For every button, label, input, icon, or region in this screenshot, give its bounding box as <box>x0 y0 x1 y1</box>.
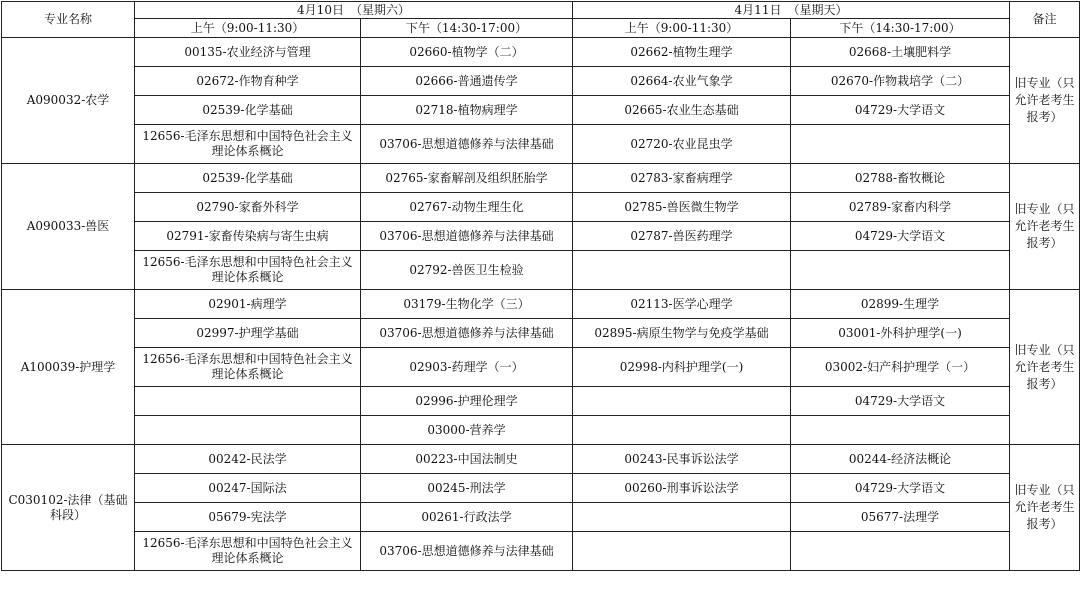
table-row <box>2 222 1080 251</box>
course-cell-day2-pm <box>791 416 1010 445</box>
day2-header: 4月11日 （星期天） <box>573 2 1010 19</box>
table-row <box>2 67 1080 96</box>
course-cell-day1-pm: 02903-药理学（一） <box>361 348 573 387</box>
course-cell-day2-am: 02783-家畜病理学 <box>573 164 791 193</box>
day1-header: 4月10日 （星期六） <box>135 2 573 19</box>
table-body <box>2 2 1080 571</box>
table-row <box>2 532 1080 571</box>
table-row <box>2 38 1080 67</box>
course-cell-day2-am: 02662-植物生理学 <box>573 38 791 67</box>
course-cell-day2-am <box>573 416 791 445</box>
header-row-dates <box>2 2 1080 19</box>
course-cell-day1-pm: 02767-动物生理生化 <box>361 193 573 222</box>
course-cell-day1-am: 12656-毛泽东思想和中国特色社会主义理论体系概论 <box>135 348 361 387</box>
table-row <box>2 503 1080 532</box>
table-row <box>2 251 1080 290</box>
course-cell-day1-pm: 02792-兽医卫生检验 <box>361 251 573 290</box>
course-cell-day1-am: 02791-家畜传染病与寄生虫病 <box>135 222 361 251</box>
course-cell-day1-pm: 02718-植物病理学 <box>361 96 573 125</box>
course-cell-day2-pm: 02670-作物栽培学（二） <box>791 67 1010 96</box>
course-cell-day2-am: 02998-内科护理学(一) <box>573 348 791 387</box>
remark-header: 备注 <box>1010 2 1080 38</box>
course-cell-day2-am: 00260-刑事诉讼法学 <box>573 474 791 503</box>
table-row <box>2 193 1080 222</box>
course-cell-day1-pm: 03706-思想道德修养与法律基础 <box>361 125 573 164</box>
major-name-cell: A090032-农学 <box>2 38 135 164</box>
table-row <box>2 387 1080 416</box>
course-cell-day1-pm: 02996-护理伦理学 <box>361 387 573 416</box>
course-cell-day2-am: 00243-民事诉讼法学 <box>573 445 791 474</box>
course-cell-day2-pm: 02788-畜牧概论 <box>791 164 1010 193</box>
course-cell-day1-am <box>135 387 361 416</box>
course-cell-day1-am: 02997-护理学基础 <box>135 319 361 348</box>
course-cell-day2-pm: 04729-大学语文 <box>791 474 1010 503</box>
course-cell-day1-am: 02672-作物育种学 <box>135 67 361 96</box>
day2-am-header: 上午（9:00-11:30） <box>573 19 791 38</box>
course-cell-day1-pm: 03706-思想道德修养与法律基础 <box>361 319 573 348</box>
course-cell-day2-pm <box>791 125 1010 164</box>
table-row <box>2 319 1080 348</box>
course-cell-day2-am: 02113-医学心理学 <box>573 290 791 319</box>
course-cell-day2-pm: 03002-妇产科护理学（一） <box>791 348 1010 387</box>
course-cell-day1-pm: 03179-生物化学（三） <box>361 290 573 319</box>
table-row <box>2 348 1080 387</box>
course-cell-day2-pm <box>791 532 1010 571</box>
course-cell-day1-pm: 00261-行政法学 <box>361 503 573 532</box>
course-cell-day2-pm: 05677-法理学 <box>791 503 1010 532</box>
course-cell-day2-pm: 04729-大学语文 <box>791 387 1010 416</box>
day1-pm-header: 下午（14:30-17:00） <box>361 19 573 38</box>
major-name-cell: A100039-护理学 <box>2 290 135 445</box>
major-name-cell: A090033-兽医 <box>2 164 135 290</box>
course-cell-day1-am <box>135 416 361 445</box>
course-cell-day2-pm <box>791 251 1010 290</box>
course-cell-day1-pm: 00223-中国法制史 <box>361 445 573 474</box>
course-cell-day1-am: 02901-病理学 <box>135 290 361 319</box>
course-cell-day2-am: 02720-农业昆虫学 <box>573 125 791 164</box>
course-cell-day1-am: 02790-家畜外科学 <box>135 193 361 222</box>
course-cell-day1-am: 12656-毛泽东思想和中国特色社会主义理论体系概论 <box>135 251 361 290</box>
course-cell-day2-am: 02664-农业气象学 <box>573 67 791 96</box>
course-cell-day2-am <box>573 387 791 416</box>
day1-am-header: 上午（9:00-11:30） <box>135 19 361 38</box>
course-cell-day2-pm: 02899-生理学 <box>791 290 1010 319</box>
course-cell-day1-pm: 03706-思想道德修养与法律基础 <box>361 532 573 571</box>
course-cell-day1-am: 12656-毛泽东思想和中国特色社会主义理论体系概论 <box>135 125 361 164</box>
header-row-sessions <box>2 19 1080 38</box>
course-cell-day2-am: 02787-兽医药理学 <box>573 222 791 251</box>
course-cell-day2-am <box>573 532 791 571</box>
course-cell-day1-pm: 00245-刑法学 <box>361 474 573 503</box>
course-cell-day1-am: 00247-国际法 <box>135 474 361 503</box>
course-cell-day2-am: 02895-病原生物学与免疫学基础 <box>573 319 791 348</box>
remark-cell: 旧专业（只允许老考生报考） <box>1010 445 1080 571</box>
course-cell-day2-pm: 03001-外科护理学(一) <box>791 319 1010 348</box>
course-cell-day2-pm: 04729-大学语文 <box>791 96 1010 125</box>
remark-cell: 旧专业（只允许老考生报考） <box>1010 290 1080 445</box>
table-row <box>2 96 1080 125</box>
day2-pm-header: 下午（14:30-17:00） <box>791 19 1010 38</box>
course-cell-day1-pm: 03000-营养学 <box>361 416 573 445</box>
course-cell-day2-am: 02785-兽医微生物学 <box>573 193 791 222</box>
course-cell-day1-pm: 02660-植物学（二） <box>361 38 573 67</box>
course-cell-day1-am: 02539-化学基础 <box>135 164 361 193</box>
course-cell-day1-am: 05679-宪法学 <box>135 503 361 532</box>
course-cell-day1-am: 00135-农业经济与管理 <box>135 38 361 67</box>
course-cell-day2-pm: 00244-经济法概论 <box>791 445 1010 474</box>
table-row <box>2 445 1080 474</box>
course-cell-day2-pm: 04729-大学语文 <box>791 222 1010 251</box>
course-cell-day2-am <box>573 503 791 532</box>
table-row <box>2 164 1080 193</box>
major-name-header: 专业名称 <box>2 2 135 38</box>
exam-schedule-table <box>1 1 1080 571</box>
course-cell-day1-pm: 02666-普通遗传学 <box>361 67 573 96</box>
course-cell-day2-pm: 02668-土壤肥料学 <box>791 38 1010 67</box>
table-row <box>2 416 1080 445</box>
course-cell-day1-pm: 03706-思想道德修养与法律基础 <box>361 222 573 251</box>
course-cell-day1-pm: 02765-家畜解剖及组织胚胎学 <box>361 164 573 193</box>
course-cell-day2-am: 02665-农业生态基础 <box>573 96 791 125</box>
remark-cell: 旧专业（只允许老考生报考） <box>1010 164 1080 290</box>
remark-cell: 旧专业（只允许老考生报考） <box>1010 38 1080 164</box>
course-cell-day1-am: 00242-民法学 <box>135 445 361 474</box>
table-row <box>2 474 1080 503</box>
major-name-cell: C030102-法律（基础科段） <box>2 445 135 571</box>
course-cell-day1-am: 12656-毛泽东思想和中国特色社会主义理论体系概论 <box>135 532 361 571</box>
course-cell-day2-pm: 02789-家畜内科学 <box>791 193 1010 222</box>
course-cell-day1-am: 02539-化学基础 <box>135 96 361 125</box>
table-row <box>2 290 1080 319</box>
table-row <box>2 125 1080 164</box>
course-cell-day2-am <box>573 251 791 290</box>
